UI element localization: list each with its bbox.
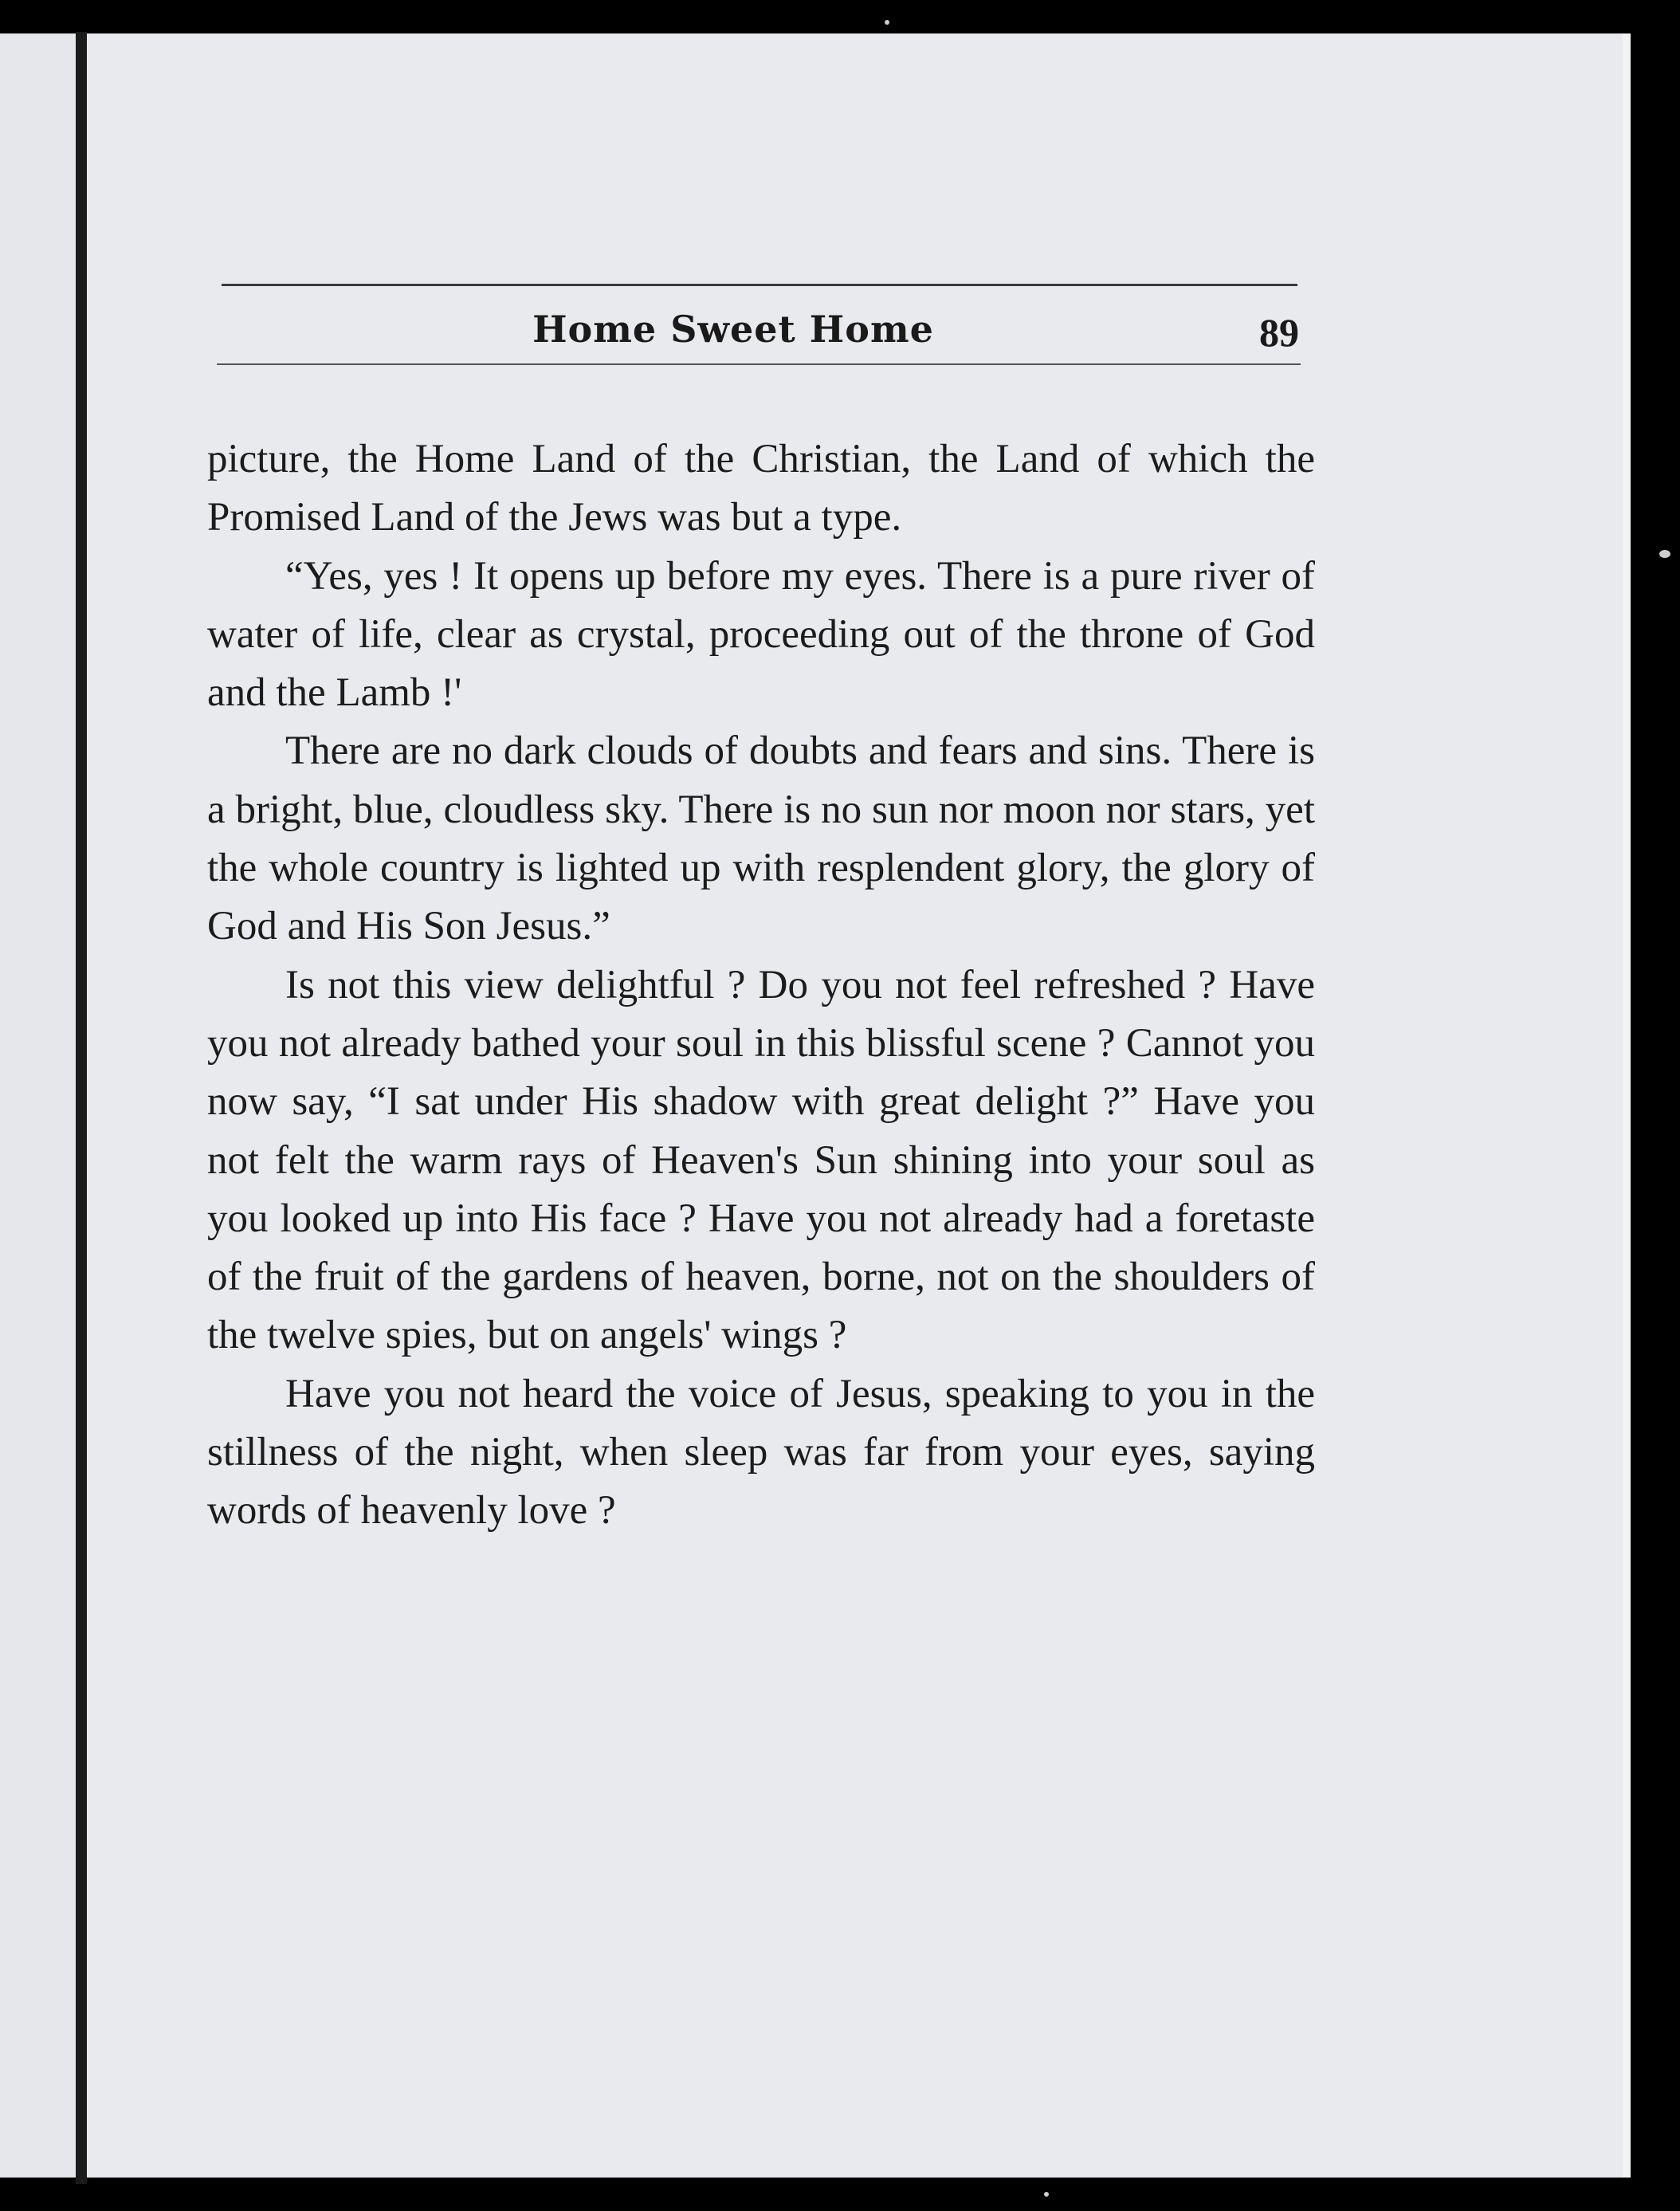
header-rule-bottom bbox=[217, 363, 1301, 365]
scan-speck bbox=[1044, 2192, 1049, 2197]
page-number: 89 bbox=[1259, 310, 1299, 355]
paragraph-quote: “Yes, yes ! It opens up before my eyes. There is a pure river of water of life, clear as crystal, proceeding out of the throne of God and the Lamb !' bbox=[207, 553, 1315, 716]
header-rule-top bbox=[222, 284, 1297, 286]
paragraph: There are no dark clouds of doubts and fears and sins. There is a bright, blue, cloudless sky. There is no sun nor moon nor stars, yet the whole country is lighted up with resplendent glory, the glory of God and His Son Jesus.” bbox=[207, 728, 1315, 949]
scan-speck bbox=[1659, 550, 1670, 558]
running-title: Home Sweet Home bbox=[532, 308, 934, 351]
body-text bbox=[207, 430, 1315, 1541]
paragraph-continued: picture, the Home Land of the Christian, the Land of which the Promised Land of the Jews was but a type. bbox=[207, 437, 1315, 540]
paragraph: Have you not heard the voice of Jesus, speaking to you in the stillness of the night, when sleep was far from your eyes, saying words of heavenly love ? bbox=[207, 1371, 1315, 1534]
book-gutter bbox=[76, 32, 87, 2184]
scan-speck bbox=[885, 20, 889, 25]
facing-page-edge bbox=[0, 33, 76, 2178]
paragraph: Is not this view delightful ? Do you not feel refreshed ? Have you not already bathed your soul in this blissful scene ? Cannot you now say, “I sat under His shadow with great delight ?” Have you not felt the warm rays of Heaven's Sun shining into your soul as you looked up into His face ? Have you not already had a foretaste of the fruit of the gardens of heaven, borne, not on the shoulders of the twelve spies, but on angels' wings ? bbox=[207, 962, 1315, 1358]
